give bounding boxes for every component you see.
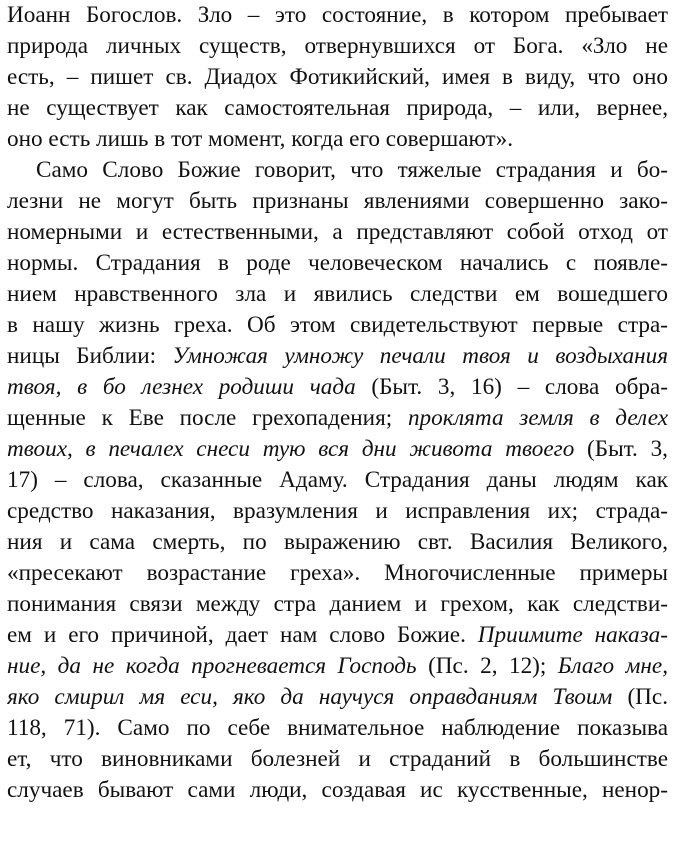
- text-line: не существует как самостоятельная природа, – или, вернее,: [7, 95, 668, 121]
- text-line: 17) – слова, сказанные Адаму. Страдания даны людям как: [7, 467, 668, 493]
- text-line: ницы Библии: Умножая умножу печали твоя и воздыхания: [7, 343, 668, 369]
- text-line: оно есть лишь в тот момент, когда его совершают».: [7, 126, 514, 152]
- text-line: средство наказания, вразумления и исправления их; страда-: [7, 498, 668, 524]
- text-line: в нашу жизнь греха. Об этом свидетельствуют первые стра-: [7, 312, 668, 338]
- text-line: Само Слово Божие говорит, что тяжелые страдания и бо-: [36, 157, 668, 183]
- text-line: твоя, в бо лезнех родиши чада (Быт. 3, 16) – слова обра-: [7, 374, 668, 400]
- text-line: ние, да не когда прогневается Господь (Пс. 2, 12); Благо мне,: [7, 653, 668, 679]
- text-line: понимания связи между стра данием и грехом, как следстви-: [7, 591, 668, 617]
- text-line: Иоанн Богослов. Зло – это состояние, в котором пребывает: [7, 2, 668, 28]
- text-line: твоих, в печалех снеси тую вся дни живота твоего (Быт. 3,: [7, 436, 668, 462]
- text-line: ем и его причиной, дает нам слово Божие. Приимите наказа-: [7, 622, 668, 648]
- text-line: яко смирил мя еси, яко да научуся оправданиям Твоим (Пс.: [7, 684, 668, 710]
- text-line: 118, 71). Само по себе внимательное наблюдение показыва: [7, 715, 668, 741]
- text-line: природа личных существ, отвернувшихся от Бога. «Зло не: [7, 33, 668, 59]
- text-line: нием нравственного зла и явились следстви ем вошедшего: [7, 281, 668, 307]
- text-line: «пресекают возрастание греха». Многочисленные примеры: [7, 560, 668, 586]
- text-line: есть, – пишет св. Диадох Фотикийский, имея в виду, что оно: [7, 64, 668, 90]
- text-line: нормы. Страдания в роде человеческом начались с появле-: [7, 250, 668, 276]
- text-line: щенные к Еве после грехопадения; проклята земля в делех: [7, 405, 668, 431]
- text-line: ния и сама смерть, по выражению свт. Василия Великого,: [7, 529, 668, 555]
- text-line: ет, что виновниками болезней и страданий в большинстве: [7, 746, 668, 772]
- text-line: номерными и естественными, а представляют собой отход от: [7, 219, 668, 245]
- text-line: случаев бывают сами люди, создавая ис кусственные, ненор-: [7, 777, 668, 803]
- text-line: лезни не могут быть признаны явлениями совершенно зако-: [7, 188, 668, 214]
